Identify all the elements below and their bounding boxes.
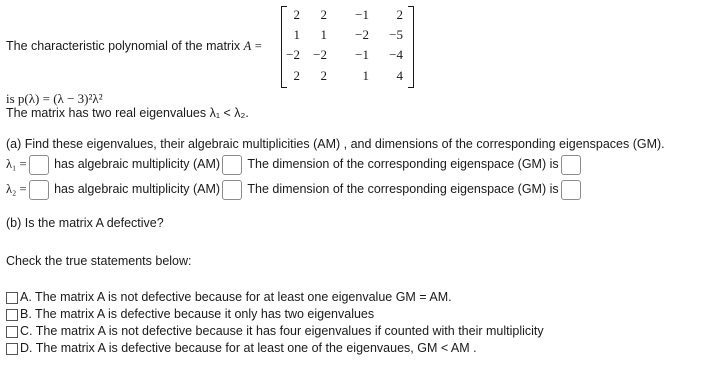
gm-label-1: The dimension of the corresponding eigenspace (GM) is	[247, 157, 559, 171]
part-b-question: (b) Is the matrix A defective?	[6, 216, 164, 230]
matrix-cell: 2	[293, 68, 300, 83]
option-b-checkbox[interactable]	[6, 309, 18, 321]
eigenvalue-statement: The matrix has two real eigenvalues λ₁ < λ₂.	[6, 106, 249, 120]
matrix-cell: −1	[355, 7, 369, 22]
option-d-checkbox[interactable]	[6, 343, 18, 355]
part-a-question: (a) Find these eigenvalues, their algebraic multiplicities (AM) , and dimensions of the corresponding eigenspaces (GM).	[6, 137, 665, 151]
am-1-input[interactable]	[222, 155, 242, 175]
matrix-cell: −4	[389, 47, 403, 62]
matrix-cell: −2	[286, 47, 300, 62]
matrix-cell: 2	[320, 68, 327, 83]
am-label-1: has algebraic multiplicity (AM)	[54, 157, 221, 171]
lambda-2-label: λ₂ =	[6, 182, 27, 196]
matrix-cell: 1	[362, 68, 369, 83]
matrix-right-bracket	[408, 6, 414, 88]
gm-2-input[interactable]	[561, 180, 581, 200]
option-b[interactable]	[6, 307, 374, 321]
option-d[interactable]	[6, 341, 477, 355]
option-c-label: C. The matrix A is not defective because it has four eigenvalues if counted with their multiplicity	[20, 324, 544, 338]
matrix-symbol: A	[243, 39, 252, 53]
am-2-input[interactable]	[222, 180, 242, 200]
matrix-cell: 1	[293, 27, 300, 42]
intro-label: The characteristic polynomial of the matrix	[6, 39, 241, 53]
matrix-cell: −2	[313, 47, 327, 62]
matrix-cell: 2	[320, 7, 327, 22]
matrix-cell: −5	[389, 27, 403, 42]
lambda-1-label: λ₁ =	[6, 157, 27, 171]
matrix-cell: −1	[355, 47, 369, 62]
am-label-2: has algebraic multiplicity (AM)	[54, 182, 221, 196]
option-d-label: D. The matrix A is defective because for at least one of the eigenvaues, GM < AM .	[20, 341, 477, 355]
option-c[interactable]	[6, 324, 544, 338]
lambda-2-input[interactable]	[29, 180, 49, 200]
matrix-cell: 1	[320, 27, 327, 42]
matrix-cell: 2	[293, 7, 300, 22]
lambda-1-input[interactable]	[29, 155, 49, 175]
intro-text	[6, 39, 262, 54]
matrix-cell: 2	[396, 7, 403, 22]
option-a-checkbox[interactable]	[6, 292, 18, 304]
option-c-checkbox[interactable]	[6, 326, 18, 338]
gm-1-input[interactable]	[561, 155, 581, 175]
matrix-cell: 4	[396, 68, 403, 83]
equals-sign: =	[254, 39, 262, 53]
option-b-label: B. The matrix A is defective because it only has two eigenvalues	[20, 307, 375, 321]
answer-row-1	[6, 154, 583, 175]
check-prompt: Check the true statements below:	[6, 254, 192, 268]
answer-row-2	[6, 179, 583, 200]
polynomial-line: is p(λ) = (λ − 3)²λ²	[6, 91, 103, 106]
gm-label-2: The dimension of the corresponding eigenspace (GM) is	[247, 182, 559, 196]
option-a[interactable]	[6, 290, 452, 304]
option-a-label: A. The matrix A is not defective because for at least one eigenvalue GM = AM.	[20, 290, 452, 304]
matrix-cell: −2	[355, 27, 369, 42]
